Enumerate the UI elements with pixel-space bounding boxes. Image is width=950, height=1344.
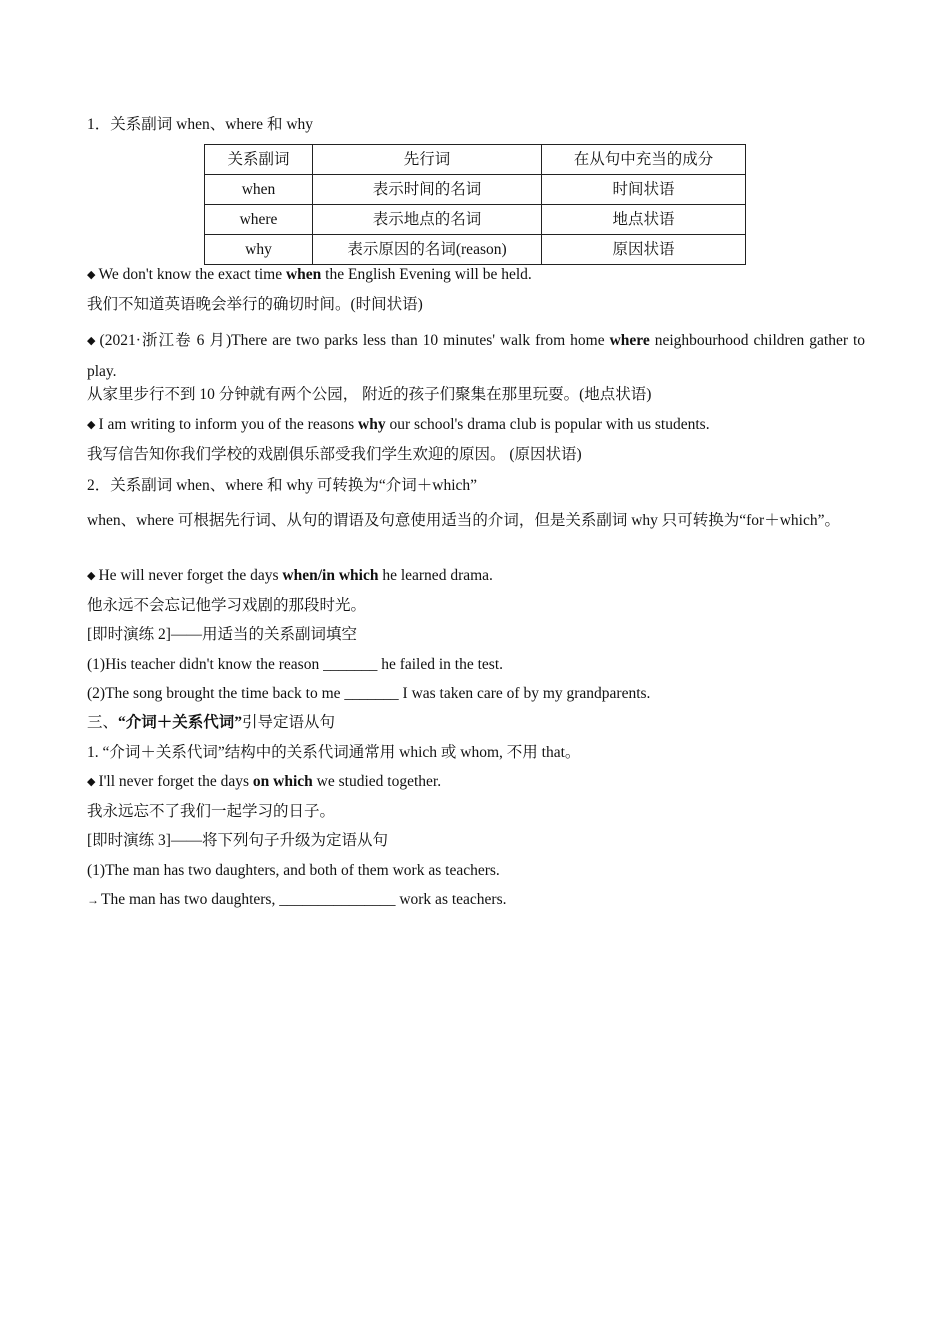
diamond-bullet-icon: ◆ xyxy=(87,269,96,281)
table-cell: 表示时间的名词 xyxy=(313,175,542,205)
practice-3-title: [即时演练 3]——将下列句子升级为定语从句 xyxy=(87,832,388,849)
example-sentence: ◆ (2021·浙江卷 6 月)There are two parks less than 10 minutes' walk from home where neighbourhood children gather to play. xyxy=(87,332,865,380)
table-cell: 原因状语 xyxy=(542,235,746,265)
example-translation: 我写信告知你我们学校的戏剧俱乐部受我们学生欢迎的原因。 (原因状语) xyxy=(87,446,582,463)
example-translation: 我永远忘不了我们一起学习的日子。 xyxy=(87,803,336,820)
section-2-heading: 2．关系副词 when、where 和 why 可转换为“介词＋which” xyxy=(87,477,478,494)
diamond-bullet-icon: ◆ xyxy=(87,776,96,788)
table-cell: where xyxy=(205,205,313,235)
practice-question: (2)The song brought the time back to me _______ I was taken care of by my grandparents. xyxy=(87,685,651,702)
table-row xyxy=(205,175,746,205)
table-cell: 表示地点的名词 xyxy=(313,205,542,235)
example-sentence: ◆ I'll never forget the days on which we studied together. xyxy=(87,773,442,790)
right-arrow-icon: → xyxy=(87,893,99,907)
table-cell: 地点状语 xyxy=(542,205,746,235)
practice-question: (1)The man has two daughters, and both of them work as teachers. xyxy=(87,862,500,879)
table-header-row xyxy=(205,145,746,175)
example-translation: 我们不知道英语晚会举行的确切时间。(时间状语) xyxy=(87,296,423,313)
relative-adverb-table xyxy=(204,144,746,265)
diamond-bullet-icon: ◆ xyxy=(87,570,96,582)
section-2-body: when、where 可根据先行词、从句的谓语及句意使用适当的介词，但是关系副词 why 只可转换为“for＋which”。 xyxy=(87,512,840,529)
table-cell: 时间状语 xyxy=(542,175,746,205)
practice-answer-line: → The man has two daughters, _______________ work as teachers. xyxy=(87,891,507,908)
practice-question: (1)His teacher didn't know the reason _______ he failed in the test. xyxy=(87,656,504,673)
table-header-cell: 关系副词 xyxy=(205,145,313,175)
table-cell: why xyxy=(205,235,313,265)
section-3-heading: 三、“介词＋关系代词”引导定语从句 xyxy=(87,714,336,731)
table-cell: when xyxy=(205,175,313,205)
example-translation: 他永远不会忘记他学习戏剧的那段时光。 xyxy=(87,597,367,614)
example-sentence: ◆ We don't know the exact time when the English Evening will be held. xyxy=(87,266,532,283)
section-3-point: 1. “介词＋关系代词”结构中的关系代词通常用 which 或 whom, 不用 that。 xyxy=(87,744,581,761)
table-header-cell: 在从句中充当的成分 xyxy=(542,145,746,175)
example-translation: 从家里步行不到 10 分钟就有两个公园， 附近的孩子们聚集在那里玩耍。(地点状语) xyxy=(87,386,652,403)
table-row xyxy=(205,235,746,265)
table-row xyxy=(205,205,746,235)
example-sentence: ◆ He will never forget the days when/in which he learned drama. xyxy=(87,567,493,584)
practice-2-title: [即时演练 2]——用适当的关系副词填空 xyxy=(87,626,357,643)
section-1-heading: 1．关系副词 when、where 和 why xyxy=(87,116,314,133)
table-header-cell: 先行词 xyxy=(313,145,542,175)
diamond-bullet-icon: ◆ xyxy=(87,419,96,431)
diamond-bullet-icon: ◆ xyxy=(87,335,97,347)
example-sentence: ◆ I am writing to inform you of the reasons why our school's drama club is popular with us students. xyxy=(87,416,710,433)
table-cell: 表示原因的名词(reason) xyxy=(313,235,542,265)
